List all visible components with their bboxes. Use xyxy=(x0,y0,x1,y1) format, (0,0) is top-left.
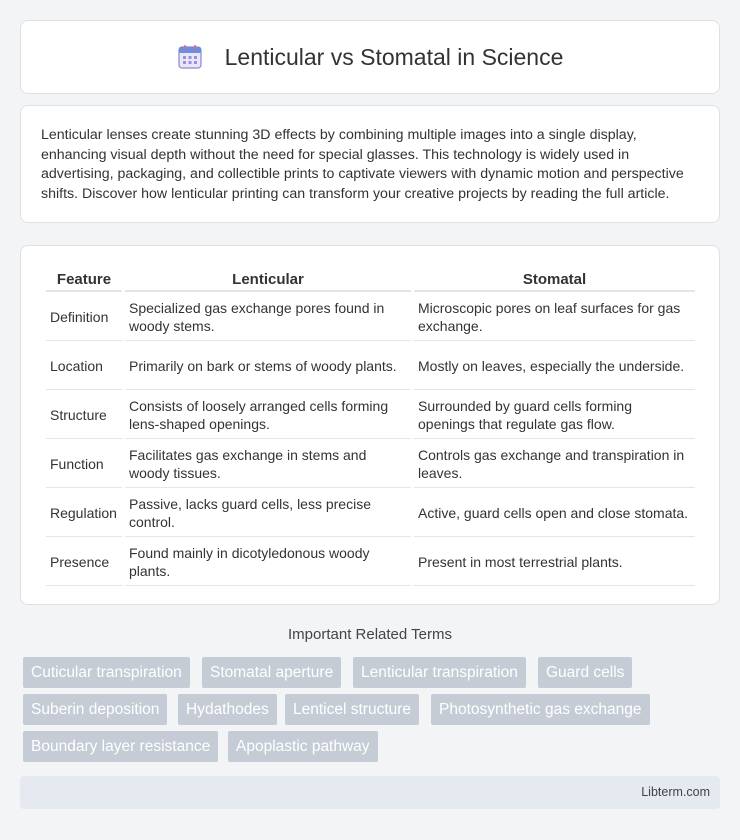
row-lenticular: Consists of loosely arranged cells forming lens-shaped openings. xyxy=(125,392,411,439)
comparison-table xyxy=(43,266,698,588)
table-row xyxy=(46,539,695,586)
row-lenticular: Passive, lacks guard cells, less precise control. xyxy=(125,490,411,537)
page-title: Lenticular vs Stomatal in Science xyxy=(224,43,564,70)
footer xyxy=(20,776,720,809)
row-stomatal: Surrounded by guard cells forming openings that regulate gas flow. xyxy=(414,392,695,439)
tag-guard-cells[interactable]: Guard cells xyxy=(538,657,632,688)
row-feature: Function xyxy=(46,441,122,488)
related-terms-title: Important Related Terms xyxy=(288,626,452,643)
tag-suberin-deposition[interactable]: Suberin deposition xyxy=(23,694,167,725)
row-lenticular: Specialized gas exchange pores found in woody stems. xyxy=(125,294,411,341)
tag-lenticel-structure[interactable]: Lenticel structure xyxy=(285,694,419,725)
footer-site-link[interactable]: Libterm.com xyxy=(641,785,710,799)
table-row xyxy=(46,490,695,537)
row-lenticular: Facilitates gas exchange in stems and woody tissues. xyxy=(125,441,411,488)
tag-cuticular-transpiration[interactable]: Cuticular transpiration xyxy=(23,657,190,688)
row-feature: Regulation xyxy=(46,490,122,537)
tag-apoplastic-pathway[interactable]: Apoplastic pathway xyxy=(228,731,378,762)
tag-hydathodes[interactable]: Hydathodes xyxy=(178,694,277,725)
header-card xyxy=(20,20,720,94)
intro-text: Lenticular lenses create stunning 3D effects by combining multiple images into a single display, enhancing visual depth without the need for special glasses. This technology is widely used in advertising, packaging, and collectible prints to captivate viewers with dynamic motion and perspective shifts. Discover how lenticular printing can transform your creative projects by reading the full article. xyxy=(41,127,684,202)
tag-boundary-layer-resistance[interactable]: Boundary layer resistance xyxy=(23,731,218,762)
table-row xyxy=(46,441,695,488)
table-header-row xyxy=(46,268,695,292)
header-stomatal: Stomatal xyxy=(414,268,695,292)
row-stomatal: Microscopic pores on leaf surfaces for gas exchange. xyxy=(414,294,695,341)
tag-lenticular-transpiration[interactable]: Lenticular transpiration xyxy=(353,657,526,688)
row-feature: Definition xyxy=(46,294,122,341)
table-row xyxy=(46,294,695,341)
title-wrap xyxy=(177,44,564,71)
row-stomatal: Present in most terrestrial plants. xyxy=(414,539,695,586)
row-feature: Structure xyxy=(46,392,122,439)
row-feature: Location xyxy=(46,343,122,390)
calendar-icon xyxy=(177,44,203,70)
table-row xyxy=(46,343,695,390)
intro-card xyxy=(20,105,720,223)
row-stomatal: Active, guard cells open and close stomata. xyxy=(414,490,695,537)
comparison-table-card xyxy=(20,245,720,605)
header-feature: Feature xyxy=(46,268,122,292)
row-lenticular: Found mainly in dicotyledonous woody plants. xyxy=(125,539,411,586)
row-feature: Presence xyxy=(46,539,122,586)
row-stomatal: Controls gas exchange and transpiration in leaves. xyxy=(414,441,695,488)
tag-photosynthetic-gas-exchange[interactable]: Photosynthetic gas exchange xyxy=(431,694,650,725)
table-row xyxy=(46,392,695,439)
row-lenticular: Primarily on bark or stems of woody plants. xyxy=(125,343,411,390)
header-lenticular: Lenticular xyxy=(125,268,411,292)
row-stomatal: Mostly on leaves, especially the underside. xyxy=(414,343,695,390)
tag-stomatal-aperture[interactable]: Stomatal aperture xyxy=(202,657,341,688)
